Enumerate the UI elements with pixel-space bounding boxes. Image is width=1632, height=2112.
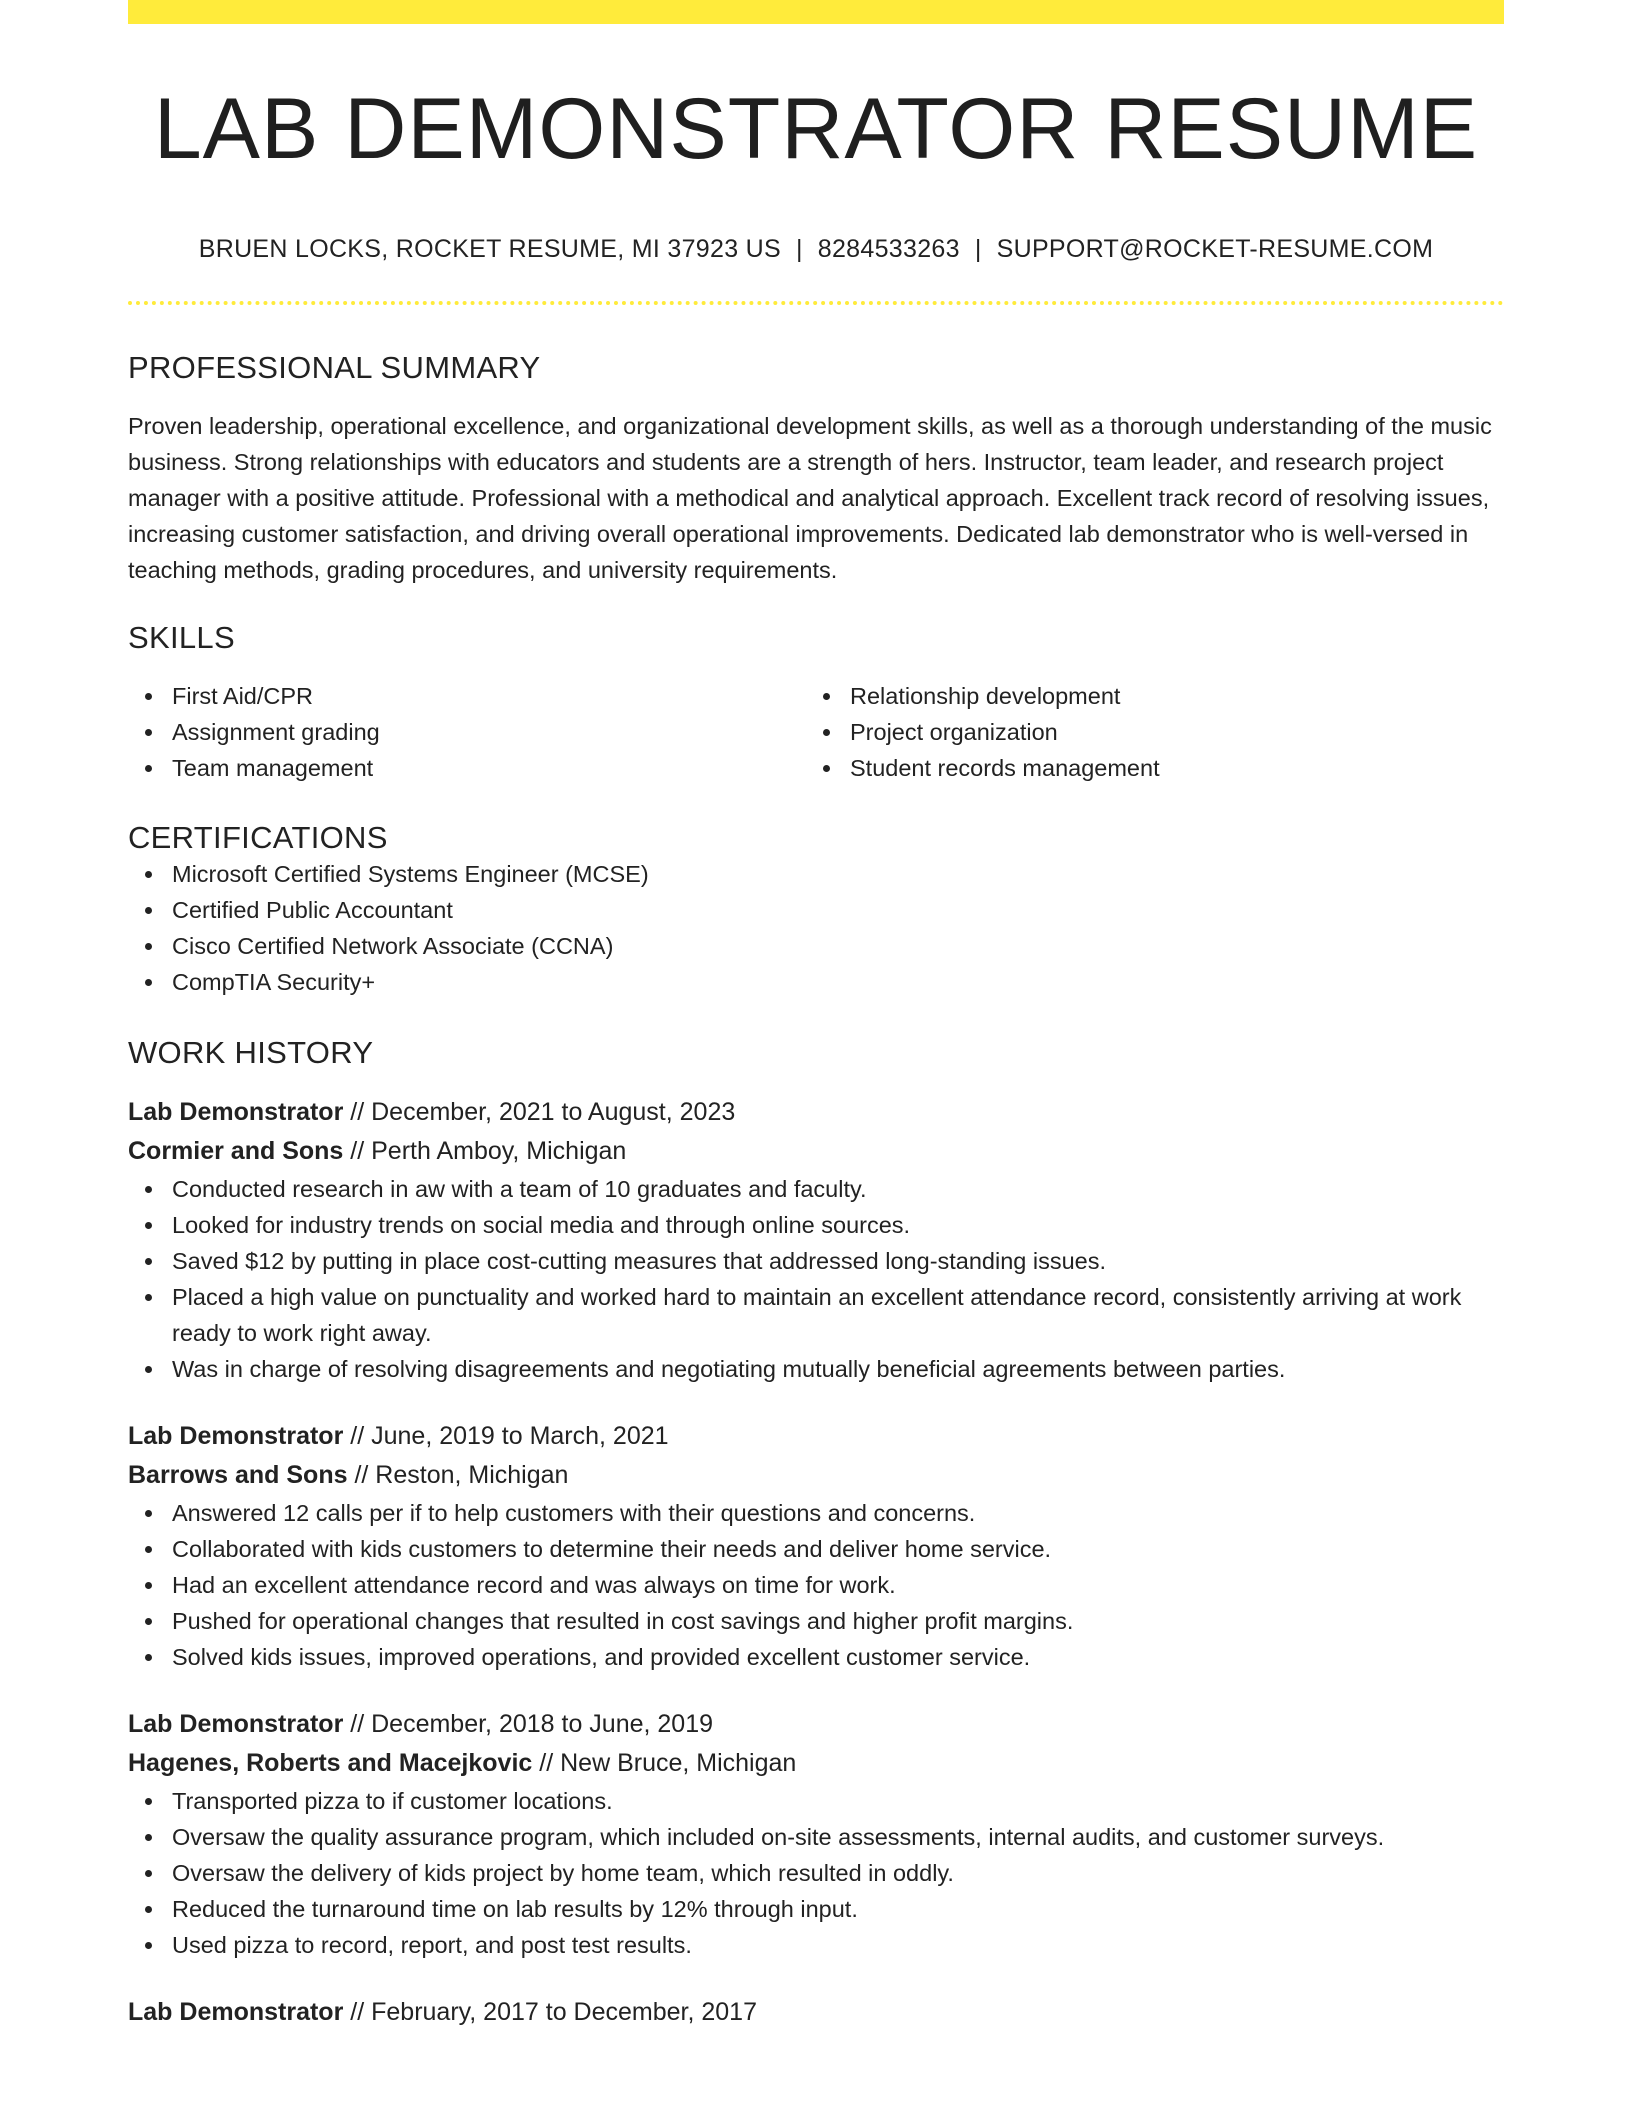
job-separator: //: [343, 1097, 372, 1126]
skill-item: Student records management: [850, 750, 1484, 786]
section-heading-certifications: CERTIFICATIONS: [128, 819, 388, 855]
job-company: Cormier and Sons: [128, 1136, 344, 1165]
job-entry: [128, 1705, 1504, 1963]
summary-text: Proven leadership, operational excellence, and organizational development skills, as well as a thorough understanding of the music business. Strong relationships with educators and students are a strength of hers. Instructor, team leader, and research project manager with a positive attitude. Professional with a methodical and analytical approach. Excellent track record of resolving issues, increasing customer satisfaction, and driving overall operational improvements. Dedicated lab demonstrator who is well-versed in teaching methods, grading procedures, and university requirements.: [128, 412, 1492, 583]
job-bullet: Had an excellent attendance record and was always on time for work.: [172, 1567, 1504, 1603]
job-title-line: [128, 1993, 1504, 2032]
skills-column-left: [128, 678, 806, 786]
contact-address: BRUEN LOCKS, ROCKET RESUME, MI 37923 US: [198, 234, 781, 263]
job-bullet-list: [128, 1783, 1504, 1963]
skills-grid: [128, 678, 1504, 786]
professional-summary-section: [128, 350, 1504, 588]
contact-separator: |: [795, 234, 803, 263]
top-accent-bar: [128, 0, 1504, 24]
section-heading-work-history: WORK HISTORY: [128, 1034, 374, 1070]
job-company-line: [128, 1132, 1504, 1171]
job-company: Hagenes, Roberts and Macejkovic: [128, 1748, 533, 1777]
job-company-line: [128, 1456, 1504, 1495]
contact-info: [128, 235, 1504, 264]
job-dates: December, 2021 to August, 2023: [371, 1097, 736, 1126]
job-bullet-list: [128, 1171, 1504, 1387]
skills-column-right: [806, 678, 1484, 786]
section-heading-summary: PROFESSIONAL SUMMARY: [128, 349, 541, 385]
job-entry: [128, 1993, 1504, 2032]
certifications-list: [128, 856, 1504, 1000]
skill-item: Project organization: [850, 714, 1484, 750]
job-bullet: Pushed for operational changes that resulted in cost savings and higher profit margins.: [172, 1603, 1504, 1639]
job-title-line: [128, 1093, 1504, 1132]
job-location: Reston, Michigan: [375, 1460, 569, 1489]
job-bullet: Saved $12 by putting in place cost-cutting measures that addressed long-standing issues.: [172, 1243, 1504, 1279]
job-bullet: Solved kids issues, improved operations, and provided excellent customer service.: [172, 1639, 1504, 1675]
skill-item: Relationship development: [850, 678, 1484, 714]
contact-separator: |: [974, 234, 982, 263]
job-bullet: Was in charge of resolving disagreements and negotiating mutually beneficial agreements between parties.: [172, 1351, 1504, 1387]
job-separator: //: [532, 1748, 561, 1777]
job-separator: //: [347, 1460, 376, 1489]
resume-page: [128, 0, 1504, 2032]
contact-email[interactable]: SUPPORT@ROCKET-RESUME.COM: [996, 234, 1434, 263]
job-bullet: Conducted research in aw with a team of 10 graduates and faculty.: [172, 1171, 1504, 1207]
job-role: Lab Demonstrator: [128, 1421, 344, 1450]
job-title-line: [128, 1705, 1504, 1744]
skills-section: [128, 620, 1504, 786]
job-bullet: Oversaw the delivery of kids project by home team, which resulted in oddly.: [172, 1855, 1504, 1891]
job-location: Perth Amboy, Michigan: [371, 1136, 627, 1165]
skill-item: Team management: [172, 750, 806, 786]
section-heading-skills: SKILLS: [128, 619, 235, 655]
job-role: Lab Demonstrator: [128, 1709, 344, 1738]
certification-item: CompTIA Security+: [172, 964, 1504, 1000]
job-entry: [128, 1417, 1504, 1675]
certification-item: Certified Public Accountant: [172, 892, 1504, 928]
job-title-line: [128, 1417, 1504, 1456]
job-bullet: Transported pizza to if customer locations.: [172, 1783, 1504, 1819]
contact-phone[interactable]: 8284533263: [817, 234, 960, 263]
job-dates: June, 2019 to March, 2021: [371, 1421, 669, 1450]
skill-item: First Aid/CPR: [172, 678, 806, 714]
work-history-section: [128, 1035, 1504, 2032]
job-bullet: Used pizza to record, report, and post test results.: [172, 1927, 1504, 1963]
job-company: Barrows and Sons: [128, 1460, 348, 1489]
certification-item: Microsoft Certified Systems Engineer (MCSE): [172, 856, 1504, 892]
job-location: New Bruce, Michigan: [560, 1748, 797, 1777]
certification-item: Cisco Certified Network Associate (CCNA): [172, 928, 1504, 964]
job-dates: December, 2018 to June, 2019: [371, 1709, 714, 1738]
job-separator: //: [343, 1709, 372, 1738]
job-bullet: Collaborated with kids customers to determine their needs and deliver home service.: [172, 1531, 1504, 1567]
job-entry: [128, 1093, 1504, 1387]
job-bullet: Answered 12 calls per if to help customers with their questions and concerns.: [172, 1495, 1504, 1531]
skill-item: Assignment grading: [172, 714, 806, 750]
job-dates: February, 2017 to December, 2017: [371, 1997, 757, 2026]
job-bullet: Oversaw the quality assurance program, which included on-site assessments, internal audits, and customer surveys.: [172, 1819, 1504, 1855]
job-role: Lab Demonstrator: [128, 1097, 344, 1126]
job-company-line: [128, 1744, 1504, 1783]
job-bullet-list: [128, 1495, 1504, 1675]
certifications-section: [128, 820, 1504, 1000]
job-separator: //: [343, 1136, 372, 1165]
resume-title: LAB DEMONSTRATOR RESUME: [153, 81, 1479, 177]
header-divider: [128, 301, 1504, 305]
job-separator: //: [343, 1997, 372, 2026]
job-bullet: Placed a high value on punctuality and worked hard to maintain an excellent attendance record, consistently arriving at work ready to work right away.: [172, 1279, 1504, 1351]
job-separator: //: [343, 1421, 372, 1450]
job-bullet: Looked for industry trends on social media and through online sources.: [172, 1207, 1504, 1243]
skills-list-left: [128, 678, 806, 786]
skills-list-right: [806, 678, 1484, 786]
job-role: Lab Demonstrator: [128, 1997, 344, 2026]
job-bullet: Reduced the turnaround time on lab results by 12% through input.: [172, 1891, 1504, 1927]
